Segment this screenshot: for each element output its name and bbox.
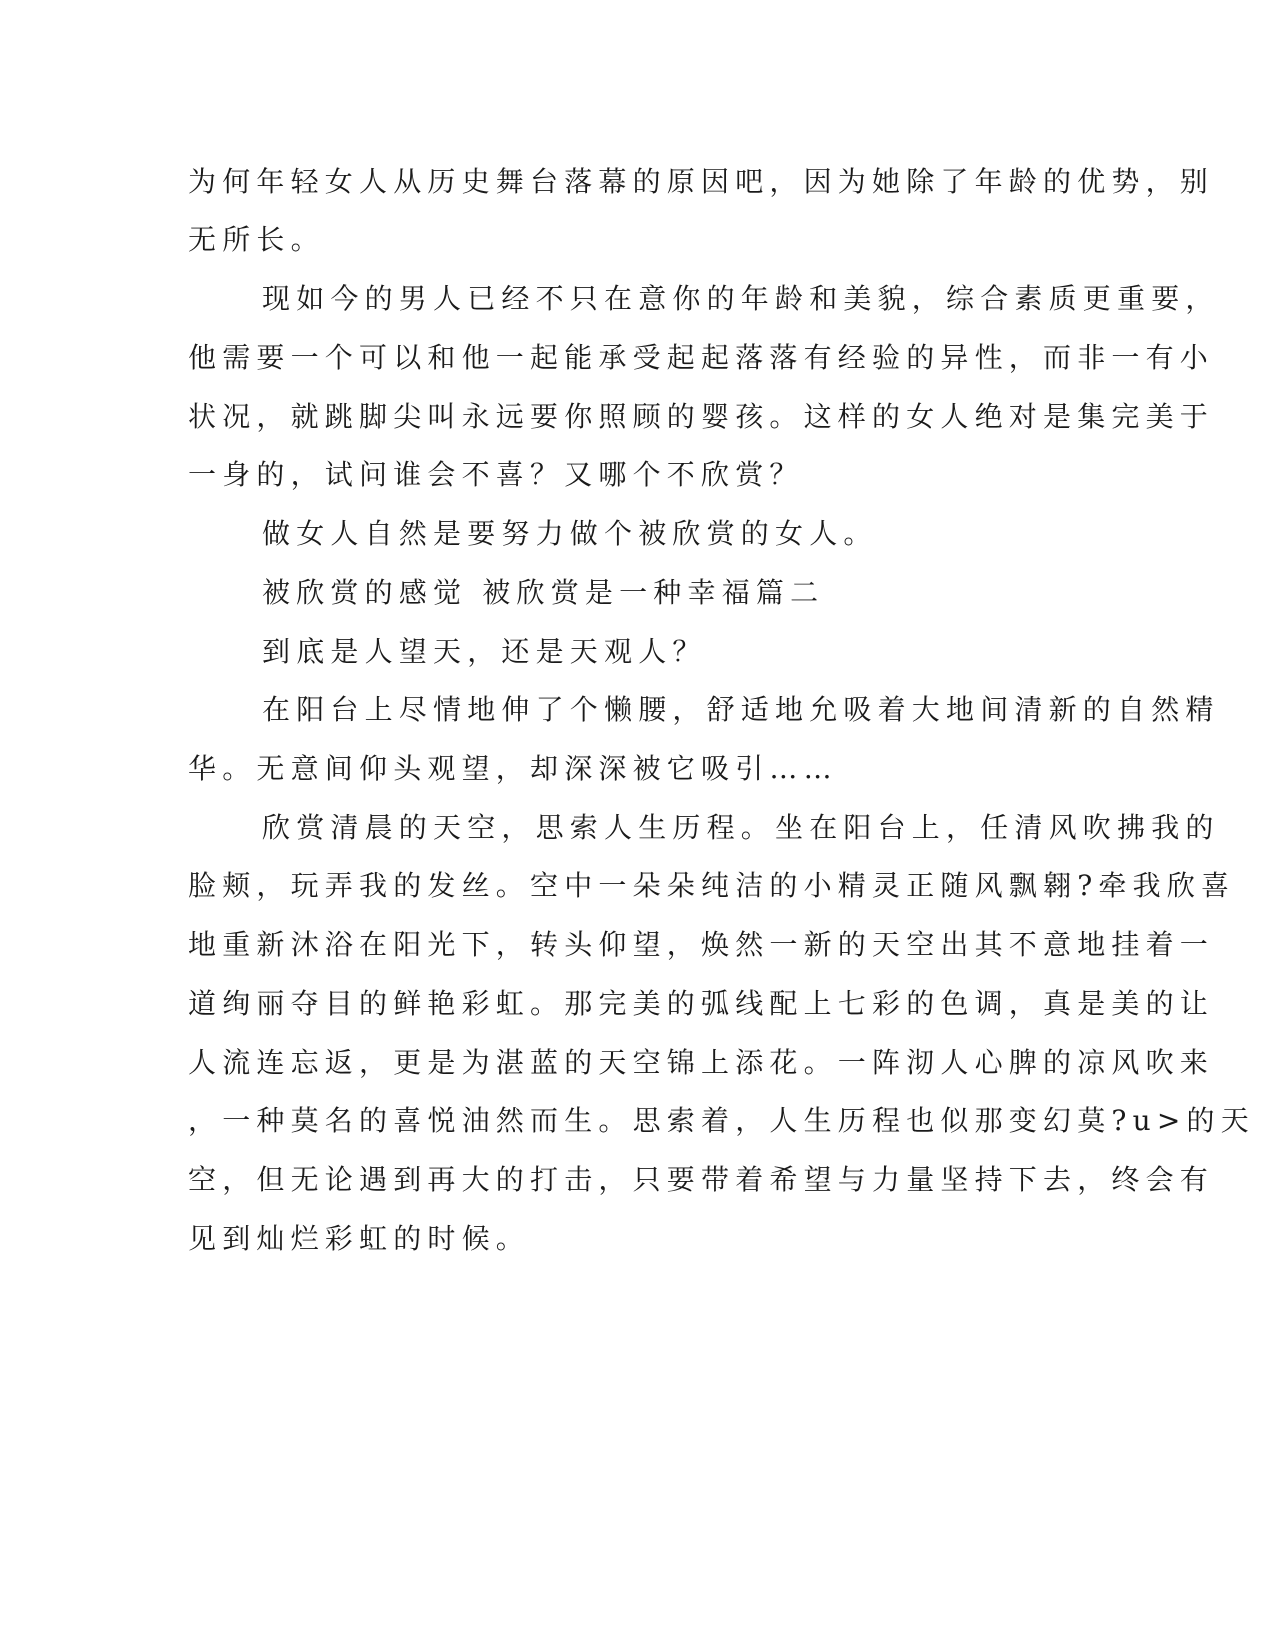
- section-heading: 被欣赏的感觉 被欣赏是一种幸福篇二: [262, 576, 825, 609]
- text-line: 地重新沐浴在阳光下，转头仰望，焕然一新的天空出其不意地挂着一: [188, 928, 1215, 961]
- text-line: 道绚丽夺目的鲜艳彩虹。那完美的弧线配上七彩的色调，真是美的让: [188, 987, 1215, 1020]
- text-line: 现如今的男人已经不只在意你的年龄和美貌，综合素质更重要，: [262, 282, 1220, 315]
- text-line: 华。无意间仰头观望，却深深被它吸引……: [188, 752, 838, 785]
- text-line: 脸颊，玩弄我的发丝。空中一朵朵纯洁的小精灵正随风飘翱?牵我欣喜: [188, 869, 1236, 902]
- text-line: 做女人自然是要努力做个被欣赏的女人。: [262, 517, 878, 550]
- text-line: 空，但无论遇到再大的打击，只要带着希望与力量坚持下去，终会有: [188, 1163, 1215, 1196]
- text-line: 在阳台上尽情地伸了个懒腰，舒适地允吸着大地间清新的自然精: [262, 693, 1220, 726]
- text-line: 状况，就跳脚尖叫永远要你照顾的婴孩。这样的女人绝对是集完美于: [188, 400, 1215, 433]
- text-line: 为何年轻女人从历史舞台落幕的原因吧，因为她除了年龄的优势，别: [188, 165, 1215, 198]
- text-line: 无所长。: [188, 223, 325, 256]
- text-line: 人流连忘返，更是为湛蓝的天空锦上添花。一阵沏人心脾的凉风吹来: [188, 1046, 1215, 1079]
- text-line: 欣赏清晨的天空，思索人生历程。坐在阳台上，任清风吹拂我的: [262, 811, 1220, 844]
- text-line: 一身的，试问谁会不喜？又哪个不欣赏？: [188, 458, 804, 491]
- text-line: 他需要一个可以和他一起能承受起起落落有经验的异性，而非一有小: [188, 341, 1215, 374]
- text-line: 到底是人望天，还是天观人？: [262, 635, 707, 668]
- text-line: 见到灿烂彩虹的时候。: [188, 1222, 531, 1255]
- text-line: ，一种莫名的喜悦油然而生。思索着，人生历程也似那变幻莫?u>的天: [188, 1104, 1255, 1137]
